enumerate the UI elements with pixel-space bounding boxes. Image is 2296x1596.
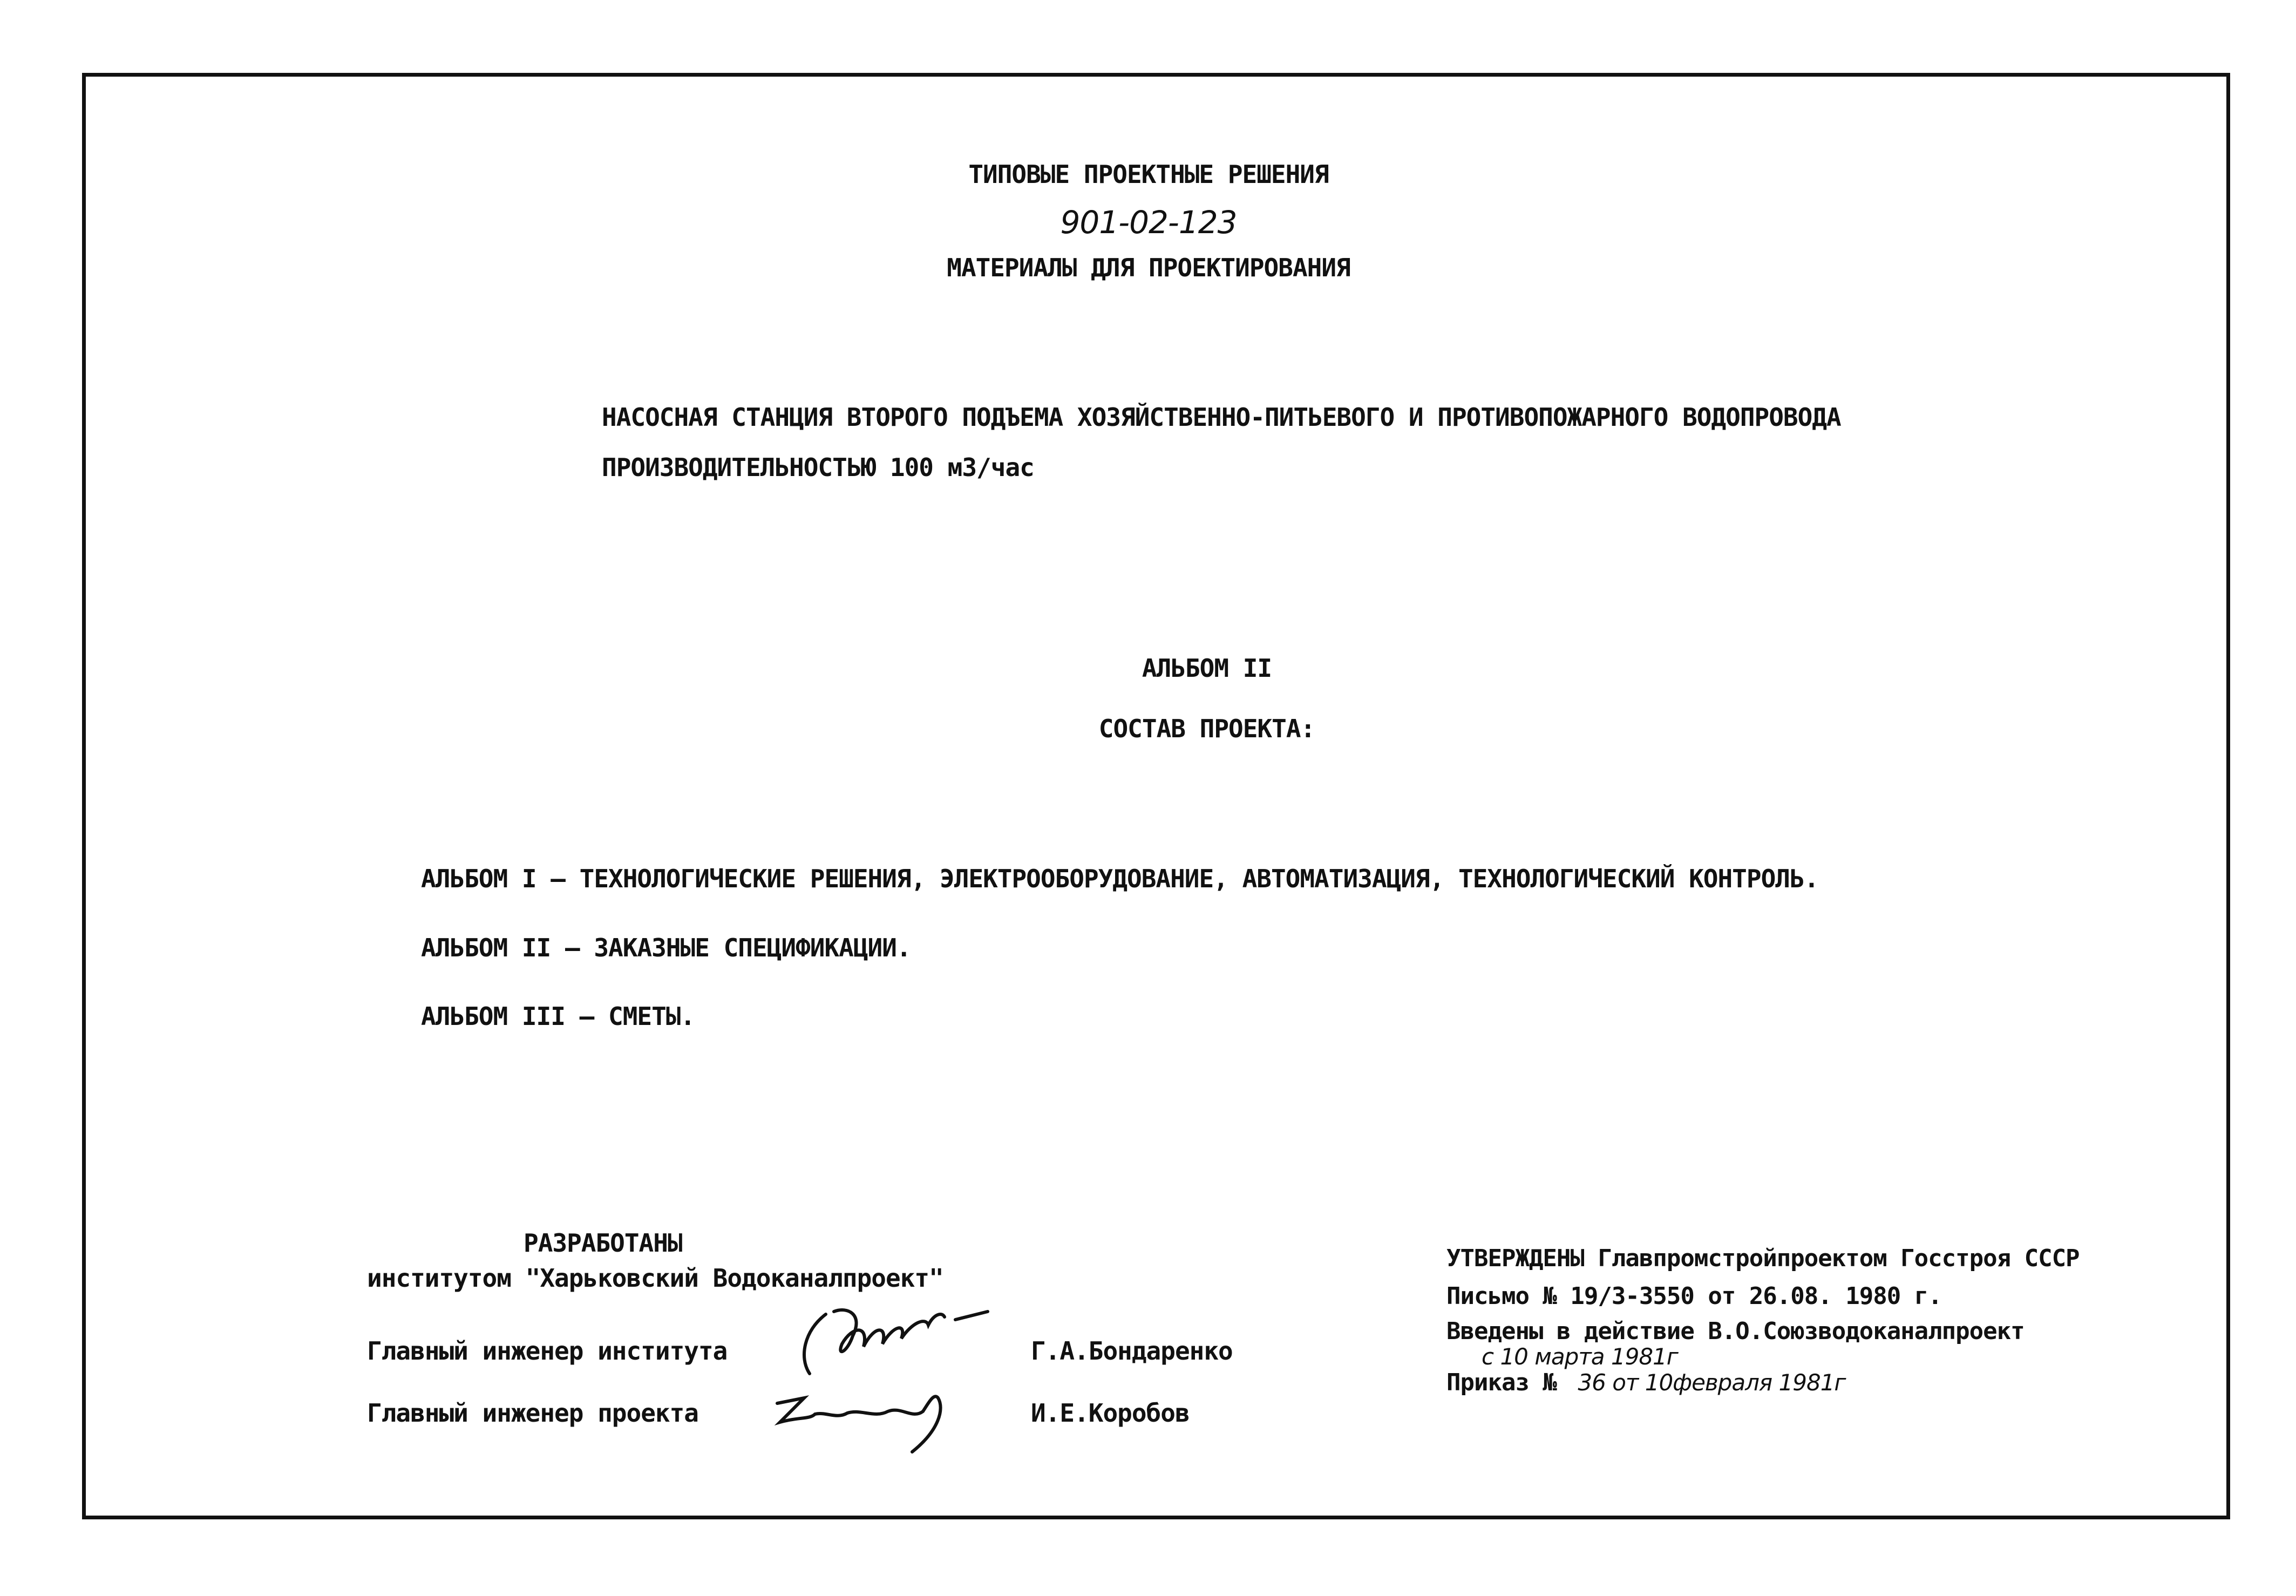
- project-title-line1: НАСОСНАЯ СТАНЦИЯ ВТОРОГО ПОДЪЕМА ХОЗЯЙСТВЕННО-ПИТЬЕВОГО И ПРОТИВОПОЖАРНОГО ВОДОПРОВОДА: [602, 403, 1841, 432]
- album-item-1: АЛЬБОМ I – ТЕХНОЛОГИЧЕСКИЕ РЕШЕНИЯ, ЭЛЕКТРООБОРУДОВАНИЕ, АВТОМАТИЗАЦИЯ, ТЕХНОЛОГИЧЕСКИЙ КОНТРОЛЬ.: [421, 864, 1819, 893]
- approved-line1: УТВЕРЖДЕНЫ Главпромстройпроектом Госстроя СССР: [1446, 1245, 2080, 1272]
- chief-engineer-institute-name: Г.А.Бондаренко: [1031, 1336, 1233, 1366]
- approved-order-handwritten: 36 от 10февраля 1981г: [1578, 1369, 1846, 1396]
- chief-engineer-project-name: И.Е.Коробов: [1031, 1398, 1190, 1428]
- developed-institute: институтом "Харьковский Водоканалпроект": [367, 1264, 943, 1293]
- series-title: ТИПОВЫЕ ПРОЕКТНЫЕ РЕШЕНИЯ: [968, 160, 1329, 189]
- project-title-line2: ПРОИЗВОДИТЕЛЬНОСТЬЮ 100 м3/час: [602, 453, 1034, 482]
- album-label: АЛЬБОМ II: [1142, 654, 1272, 683]
- approved-line4-handwritten: с 10 марта 1981г: [1482, 1343, 1678, 1370]
- materials-caption: МАТЕРИАЛЫ ДЛЯ ПРОЕКТИРОВАНИЯ: [947, 253, 1350, 282]
- chief-engineer-project-label: Главный инженер проекта: [367, 1398, 698, 1428]
- approved-line3: Введены в действие В.О.Союзводоканалпроект: [1446, 1317, 2025, 1345]
- signature-korobov: [766, 1382, 972, 1463]
- approved-order-prefix: Приказ №: [1446, 1369, 1557, 1396]
- developed-heading: РАЗРАБОТАНЫ: [524, 1228, 682, 1258]
- album-item-3: АЛЬБОМ III – СМЕТЫ.: [421, 1002, 695, 1031]
- signature-bondarenko: [788, 1293, 1004, 1379]
- approved-order: [1446, 1371, 1846, 1395]
- series-number: 901-02-123: [1060, 204, 1237, 241]
- chief-engineer-institute-label: Главный инженер института: [367, 1336, 728, 1366]
- album-item-2: АЛЬБОМ II – ЗАКАЗНЫЕ СПЕЦИФИКАЦИИ.: [421, 933, 911, 962]
- approved-line2: Письмо № 19/3-3550 от 26.08. 1980 г.: [1446, 1282, 1942, 1310]
- composition-heading: СОСТАВ ПРОЕКТА:: [1098, 714, 1315, 743]
